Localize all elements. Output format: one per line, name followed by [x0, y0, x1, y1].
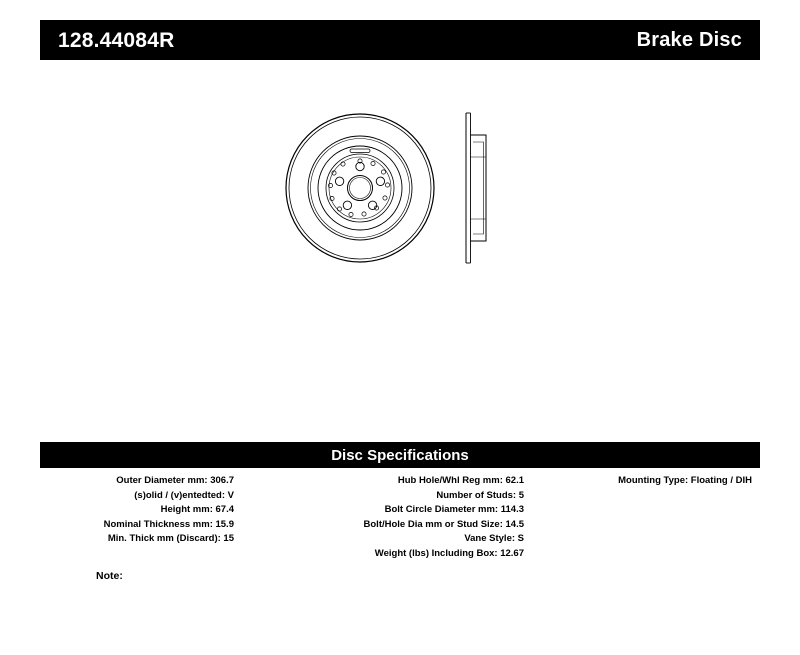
spec-item: Height mm: 67.4: [160, 504, 234, 516]
spec-item: Bolt/Hole Dia mm or Stud Size: 14.5: [363, 518, 524, 530]
spec-item: (s)olid / (v)entedted: V: [134, 489, 234, 501]
spec-item: Mounting Type: Floating / DIH: [618, 475, 752, 486]
header-bar: [40, 20, 760, 60]
brake-rotor-face-view: [286, 114, 434, 262]
part-number: 128.44084R: [58, 28, 175, 52]
spec-item: Hub Hole/Whl Reg mm: 62.1: [397, 475, 524, 486]
spec-columns: [40, 474, 760, 562]
spec-title: Disc Specifications: [331, 446, 469, 464]
spec-item: Number of Studs: 5: [436, 489, 524, 501]
product-drawing: [270, 95, 540, 285]
spec-item: Bolt Circle Diameter mm: 114.3: [384, 504, 524, 516]
spec-item: Min. Thick mm (Discard): 15: [107, 533, 234, 545]
spec-item: Outer Diameter mm: 306.7: [116, 475, 234, 486]
spec-column-right: [530, 474, 760, 489]
spec-item: Nominal Thickness mm: 15.9: [103, 518, 234, 530]
spec-item: Weight (lbs) Including Box: 12.67: [374, 547, 524, 559]
brake-rotor-edge-view: [466, 113, 486, 263]
note-label: Note:: [96, 570, 123, 582]
spec-title-bar: [40, 442, 760, 468]
spec-column-left: [40, 474, 240, 547]
spec-item: Vane Style: S: [464, 533, 524, 545]
product-type: Brake Disc: [636, 29, 742, 51]
spec-column-middle: [240, 474, 530, 562]
